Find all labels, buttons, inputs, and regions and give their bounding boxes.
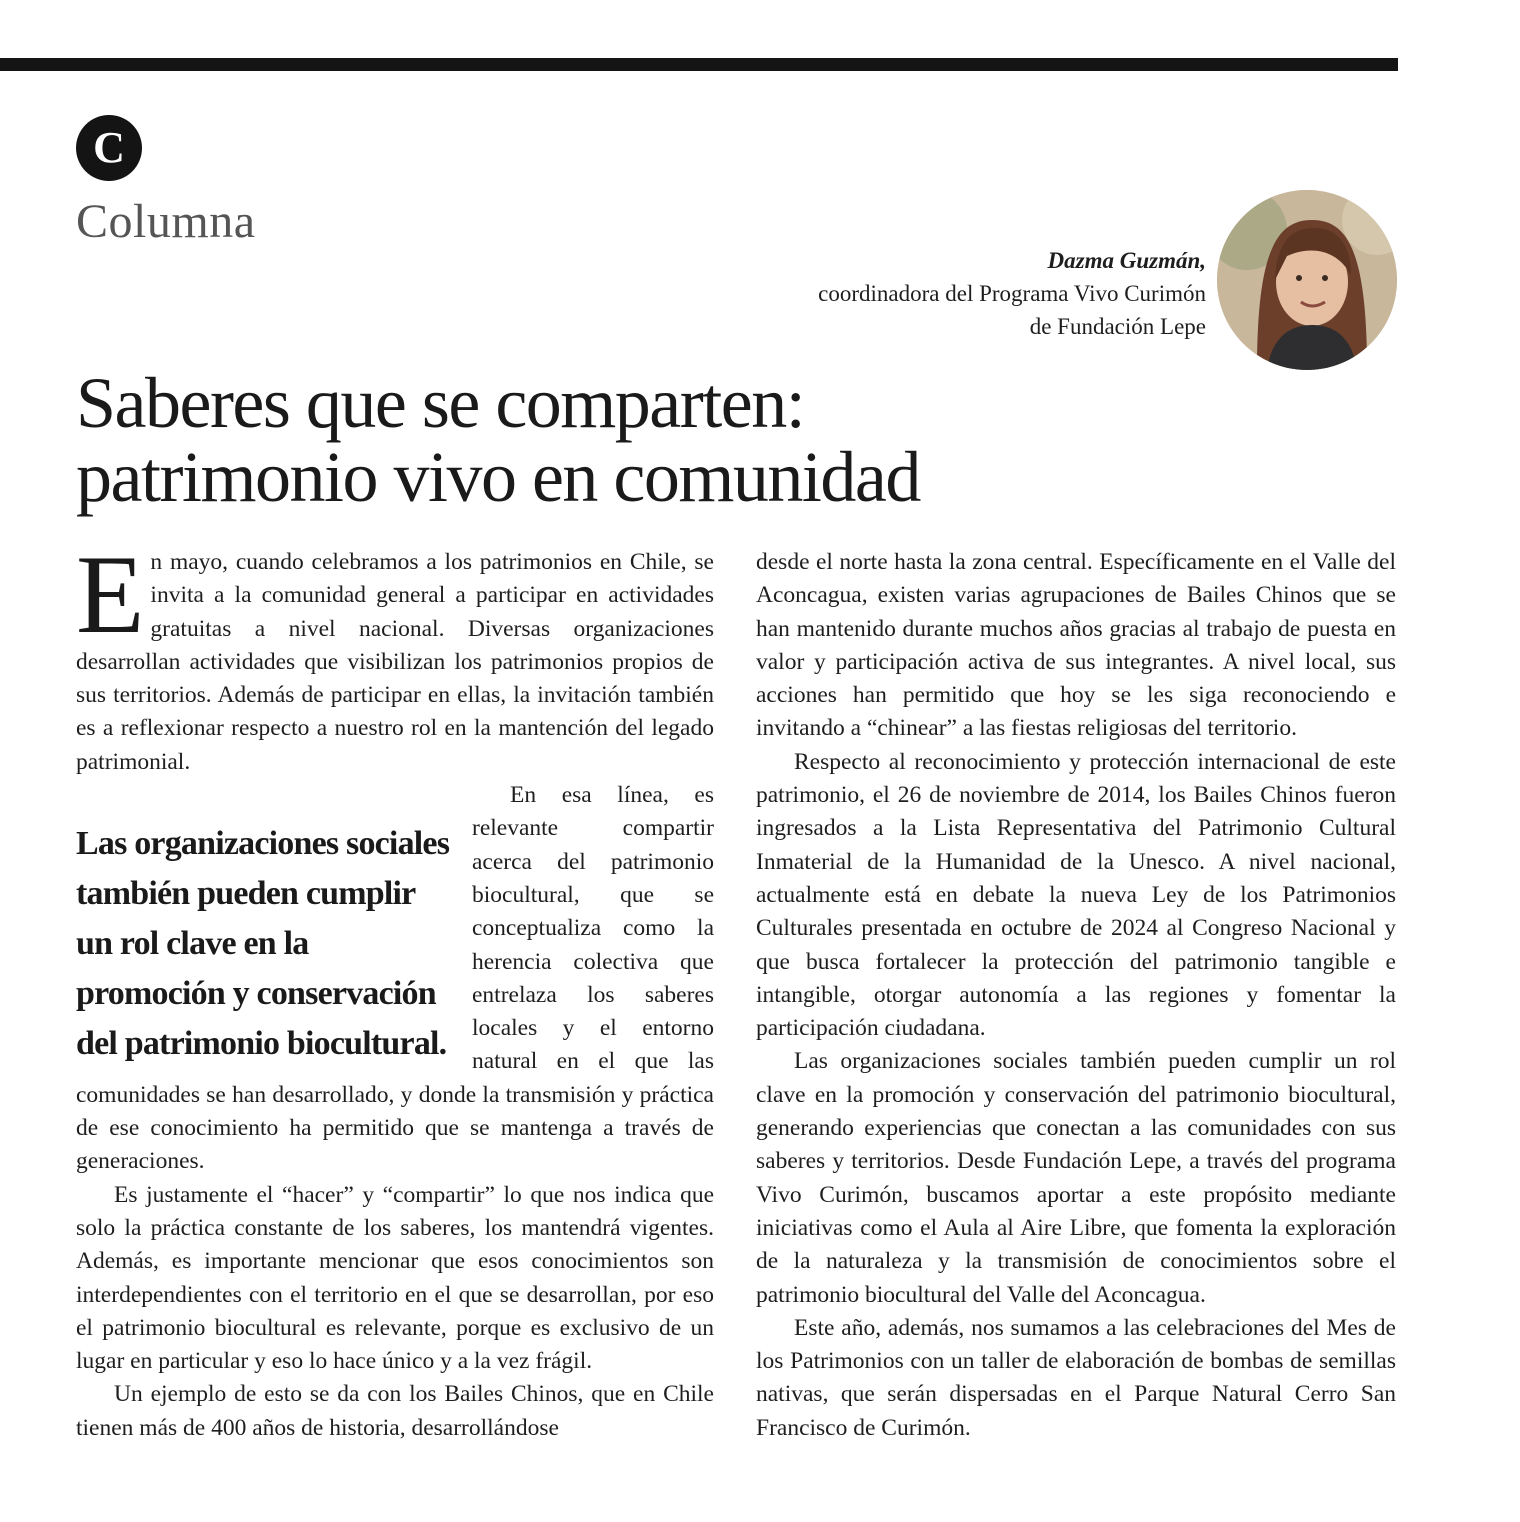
article-paragraph-1-text: n mayo, cuando celebramos a los patrimonios en Chile, se invita a la comunidad general a participar en actividades gratuitas a nivel nacional. Diversas organizaciones desarrollan actividades que visibilizan los patrimonios propios de sus territorios. Además de participar en ellas, la invitación también es a reflexionar respecto a nuestro rol en la mantención del legado patrimonial. xyxy=(76,549,714,775)
article-paragraph-7: Este año, además, nos sumamos a las celebraciones del Mes de los Patrimonios con un taller de elaboración de bombas de semillas nativas, que serán dispersadas en el Parque Natural Cerro San Francisco de Curimón. xyxy=(756,1314,1396,1441)
article-paragraph-3: Es justamente el “hacer” y “compartir” lo que nos indica que solo la práctica constante de los saberes, los mantendrá vigentes. Además, es importante mencionar que esos conocimientos son interdependientes con el territorio en el que se desarrollan, por eso el patrimonio biocultural es relevante, porque es exclusivo de un lugar en particular y eso lo hace único y a la vez frágil. xyxy=(76,1181,714,1375)
article-paragraph-5: Respecto al reconocimiento y protección internacional de este patrimonio, el 26 de noviembre de 2014, los Bailes Chinos fueron ingresados a la Lista Representativa del Patrimonio Cultural Inmaterial de la Humanidad de la Unesco. A nivel nacional, actualmente está en debate la nueva Ley de los Patrimonios Culturales presentada en octubre de 2024 al Congreso Nacional y que busca fortalecer la protección del patrimonio tangible e intangible, otorgar autonomía a las regiones y fomentar la participación ciudadana. xyxy=(756,748,1396,1042)
author-portrait-icon xyxy=(1217,190,1397,370)
article-paragraph-2 xyxy=(76,779,714,1179)
pull-quote: Las organizaciones sociales también pueden cumplir un rol clave en la promoción y conservación del patrimonio biocultural. xyxy=(76,825,450,1063)
section-badge-icon: C xyxy=(76,115,142,181)
headline-line1: Saberes que se comparten: xyxy=(76,363,805,443)
article-paragraph-4-continued: desde el norte hasta la zona central. Específicamente en el Valle del Aconcagua, existen varias agrupaciones de Bailes Chinos que se han mantenido durante muchos años gracias al trabajo de puesta en valor y participación activa de sus integrantes. A nivel local, sus acciones han permitido que hoy se les siga reconociendo e invitando a “chinear” a las fiestas religiosas del territorio. xyxy=(756,549,1396,742)
headline xyxy=(76,363,1396,517)
article-paragraph-4: Un ejemplo de esto se da con los Bailes Chinos, que en Chile tienen más de 400 años de historia, desarrollándose xyxy=(76,1381,714,1441)
article-column-right xyxy=(756,546,1396,1445)
article-paragraph-1 xyxy=(76,533,714,779)
author-role-line2: de Fundación Lepe xyxy=(1029,314,1206,339)
author-role-line1: coordinadora del Programa Vivo Curimón xyxy=(818,281,1206,306)
article-column-left xyxy=(76,533,714,1445)
section-label: Columna xyxy=(76,195,256,248)
article-paragraph-2-text: En esa línea, es relevante compartir acerca del patrimonio biocultural, que se conceptualiza como la herencia colectiva que entrelaza los saberes locales y el entorno natural en el que las comunidades se han desarrollado, y donde la transmisión y práctica de ese conocimiento ha permitido que se mantenga a través de generaciones. xyxy=(76,782,714,1175)
drop-cap: E xyxy=(76,533,145,657)
author-byline xyxy=(818,244,1206,343)
article-paragraph-6: Las organizaciones sociales también pueden cumplir un rol clave en la promoción y conservación del patrimonio biocultural, generando experiencias que conectan a las comunidades con sus saberes y territorios. Desde Fundación Lepe, a través del programa Vivo Curimón, buscamos aportar a este propósito mediante iniciativas como el Aula al Aire Libre, que fomenta la exploración de la naturaleza y la transmisión de conocimientos sobre el patrimonio biocultural del Valle del Aconcagua. xyxy=(756,1048,1396,1308)
author-photo xyxy=(1217,190,1397,370)
author-name: Dazma Guzmán, xyxy=(1047,248,1206,273)
headline-line2: patrimonio vivo en comunidad xyxy=(76,437,920,517)
top-rule xyxy=(0,58,1398,71)
